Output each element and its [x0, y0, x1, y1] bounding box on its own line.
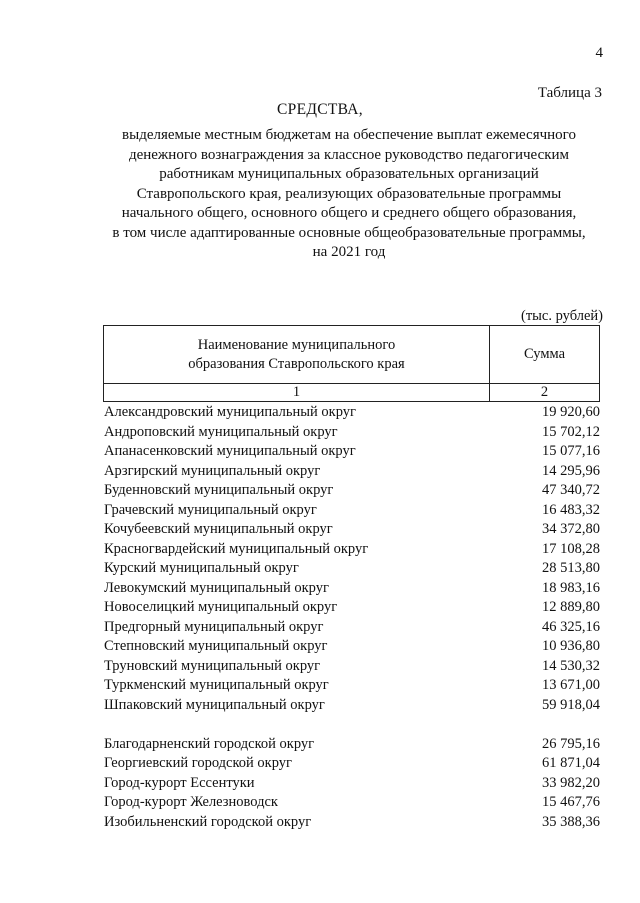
subtitle-line: денежного вознаграждения за классное руководство педагогическим	[128, 146, 570, 163]
table-row	[104, 774, 600, 794]
subtitle-line: Ставропольского края, реализующих образовательные программы	[136, 185, 562, 202]
row-sum: 14 295,96	[542, 462, 600, 479]
table-row	[104, 520, 600, 540]
row-name: Арзгирский муниципальный округ	[104, 462, 321, 479]
row-sum: 16 483,32	[542, 501, 600, 518]
table-body	[104, 403, 600, 832]
row-name: Труновский муниципальный округ	[104, 657, 321, 674]
page-number: 4	[595, 45, 603, 61]
row-sum: 28 513,80	[542, 560, 600, 576]
row-sum: 26 795,16	[542, 735, 600, 752]
row-name: Апанасенковский муниципальный округ	[104, 443, 356, 459]
row-sum: 15 467,76	[542, 794, 600, 810]
header-name-cell	[104, 326, 490, 384]
row-name: Туркменский муниципальный округ	[104, 677, 329, 693]
row-name: Георгиевский городской округ	[104, 755, 292, 771]
table-row	[104, 618, 600, 638]
row-name: Буденновский муниципальный округ	[104, 482, 334, 498]
row-name: Грачевский муниципальный округ	[104, 501, 317, 518]
table-row	[104, 735, 600, 755]
table-row	[104, 696, 600, 716]
row-name: Левокумский муниципальный округ	[104, 579, 329, 596]
subtitle-line: на 2021 год	[312, 244, 386, 260]
table-row	[104, 813, 600, 833]
column-number-2: 2	[490, 384, 600, 402]
row-name: Андроповский муниципальный округ	[104, 423, 338, 440]
row-sum: 12 889,80	[542, 599, 600, 615]
city-districts-list	[104, 735, 600, 833]
row-sum: 15 702,12	[542, 423, 600, 440]
row-name: Красногвардейский муниципальный округ	[104, 540, 369, 557]
subtitle-line: выделяемые местным бюджетам на обеспечение выплат ежемесячного	[122, 127, 576, 143]
row-name: Благодарненский городской округ	[104, 735, 315, 752]
header-sum-cell: Сумма	[490, 326, 600, 384]
row-sum: 61 871,04	[542, 755, 600, 771]
table-row	[104, 540, 600, 560]
row-name: Изобильненский городской округ	[104, 813, 312, 830]
row-sum: 17 108,28	[542, 540, 600, 557]
header-name-line2: образования Ставропольского края	[188, 355, 405, 372]
table-row	[104, 754, 600, 774]
table-row	[104, 501, 600, 521]
table-label: Таблица 3	[537, 85, 602, 101]
table-row	[104, 423, 600, 443]
row-name: Александровский муниципальный округ	[104, 404, 356, 420]
table-header	[103, 325, 600, 402]
row-name: Предгорный муниципальный округ	[104, 618, 324, 635]
row-sum: 46 325,16	[542, 618, 600, 635]
row-sum: 19 920,60	[542, 404, 600, 420]
row-sum: 15 077,16	[542, 443, 600, 459]
units-label: (тыс. рублей)	[521, 308, 603, 324]
row-sum: 33 982,20	[542, 774, 600, 791]
row-sum: 35 388,36	[542, 813, 600, 830]
table-row	[104, 481, 600, 501]
row-sum: 13 671,00	[542, 677, 600, 693]
row-name: Город-курорт Железноводск	[104, 794, 278, 810]
table-row	[104, 559, 600, 579]
municipal-districts-list	[104, 403, 600, 715]
table-row	[104, 637, 600, 657]
table-row	[104, 462, 600, 482]
row-sum: 59 918,04	[542, 696, 600, 713]
row-name: Шпаковский муниципальный округ	[104, 696, 325, 713]
subtitle-line: в том числе адаптированные основные общеобразовательные программы,	[112, 224, 586, 241]
row-sum: 10 936,80	[542, 638, 600, 654]
table-row	[104, 403, 600, 423]
table-row	[104, 793, 600, 813]
row-sum: 47 340,72	[542, 482, 600, 498]
section-gap	[104, 715, 600, 735]
subtitle-line: работникам муниципальных образовательных организаций	[159, 166, 539, 182]
row-sum: 14 530,32	[542, 657, 600, 674]
document-title: СРЕДСТВА,	[277, 101, 363, 118]
table-row	[104, 598, 600, 618]
row-name: Кочубеевский муниципальный округ	[104, 521, 333, 537]
row-name: Город-курорт Ессентуки	[104, 774, 255, 791]
table-row	[104, 442, 600, 462]
table-row	[104, 676, 600, 696]
row-name: Новоселицкий муниципальный округ	[104, 599, 338, 615]
header-name-line1: Наименование муниципального	[197, 336, 396, 353]
document-subtitle	[0, 126, 640, 263]
subtitle-line: начального общего, основного общего и среднего общего образования,	[121, 205, 577, 221]
row-sum: 34 372,80	[542, 521, 600, 537]
row-name: Степновский муниципальный округ	[104, 638, 328, 654]
table-row	[104, 579, 600, 599]
row-name: Курский муниципальный округ	[104, 560, 299, 576]
row-sum: 18 983,16	[542, 579, 600, 596]
column-number-1: 1	[104, 384, 490, 402]
table-row	[104, 657, 600, 677]
